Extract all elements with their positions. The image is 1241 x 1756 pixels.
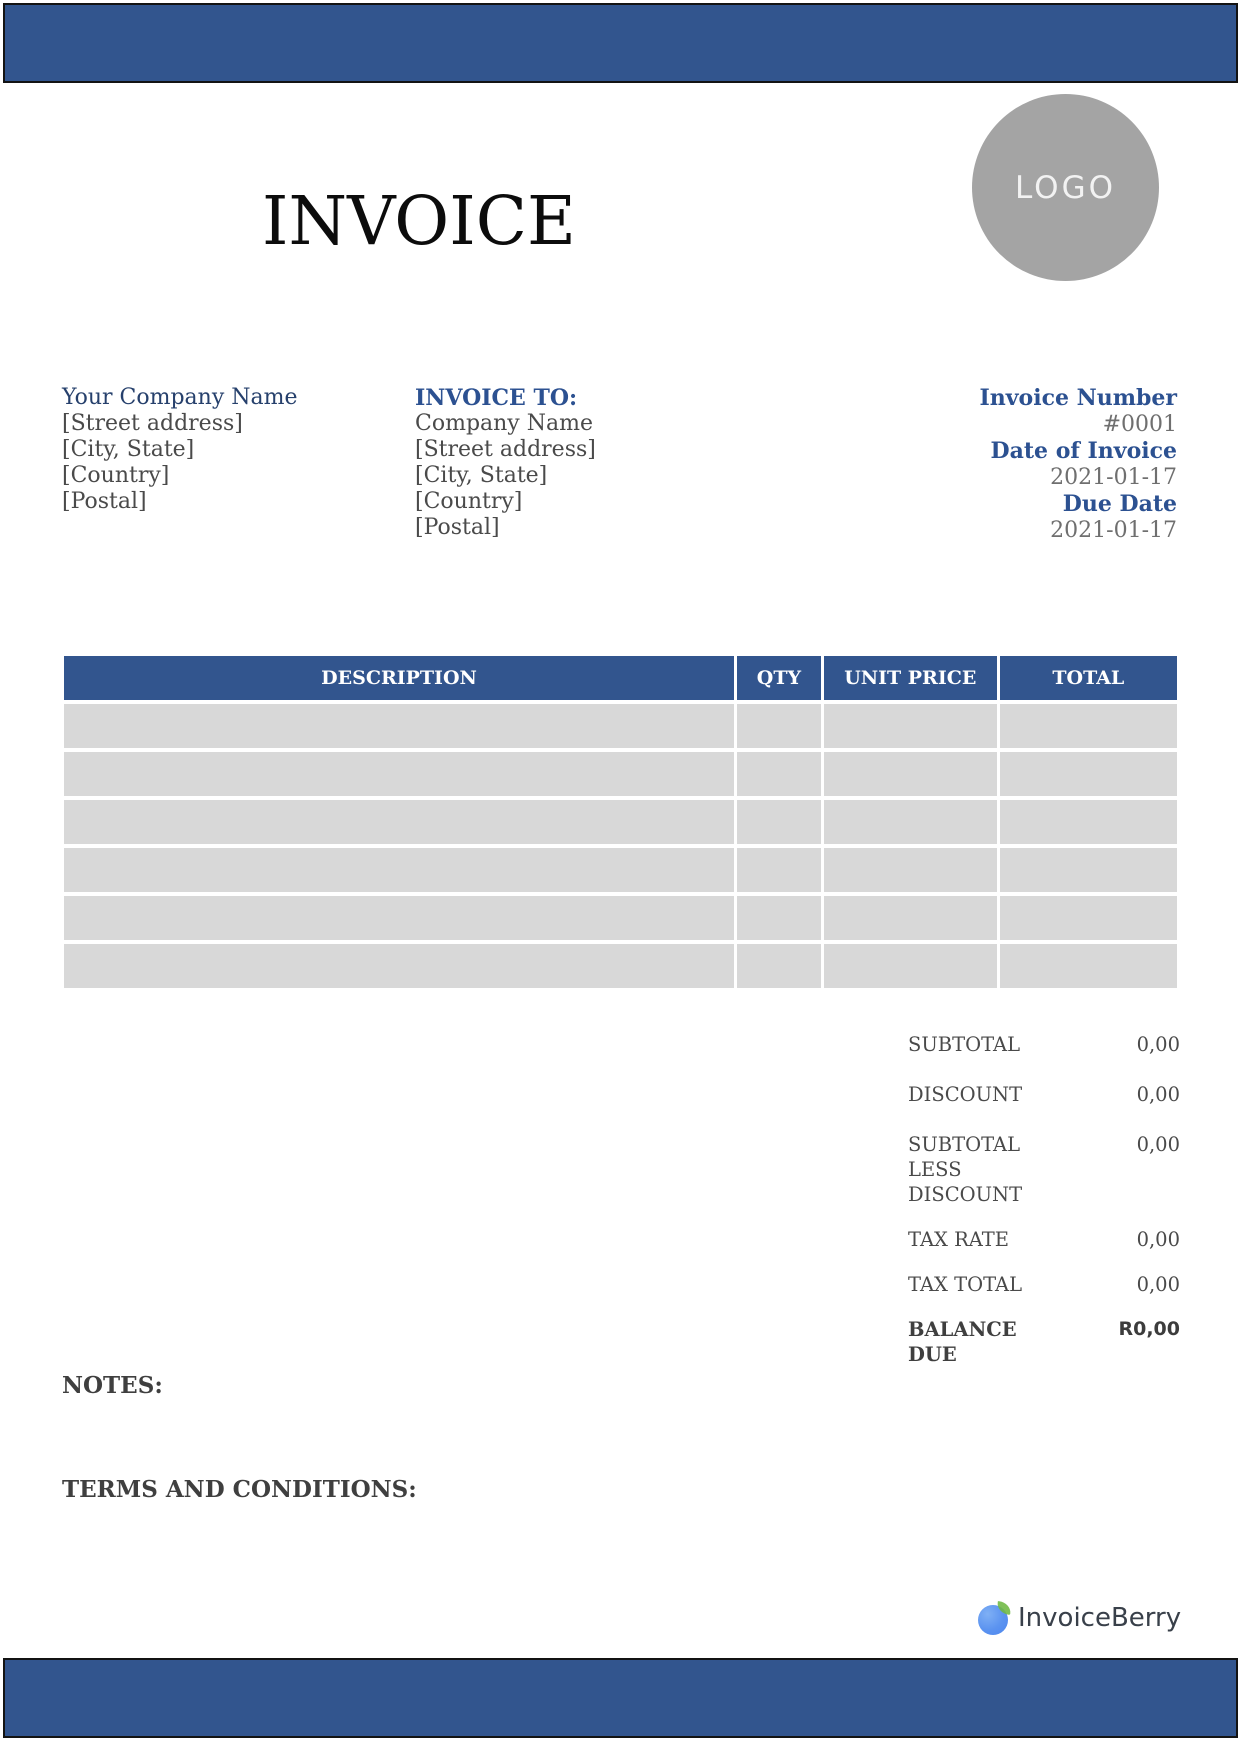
totals-row-subtotal — [908, 1032, 1180, 1057]
table-cell — [734, 848, 821, 892]
company-address-block — [62, 385, 298, 515]
client-address-line: [Street address] — [415, 437, 596, 462]
table-cell — [64, 800, 734, 844]
table-cell — [734, 944, 821, 988]
company-address-line: [Postal] — [62, 489, 147, 514]
table-cell — [997, 752, 1177, 796]
table-cell — [997, 944, 1177, 988]
table-cell — [64, 752, 734, 796]
company-address-line: [Country] — [62, 463, 170, 488]
totals-row-discount — [908, 1082, 1180, 1107]
subtotal-less-discount-value: 0,00 — [1136, 1133, 1180, 1156]
table-cell — [734, 752, 821, 796]
table-body — [64, 704, 1177, 988]
table-cell — [997, 704, 1177, 748]
column-header-total: TOTAL — [997, 656, 1177, 700]
table-row — [64, 704, 1177, 748]
notes-heading: NOTES: — [62, 1372, 163, 1399]
invoice-number-value: #0001 — [1102, 411, 1177, 437]
table-cell — [821, 944, 997, 988]
bottom-accent-bar — [3, 1658, 1238, 1738]
invoiceberry-brand — [978, 1602, 1181, 1633]
totals-row-tax-rate — [908, 1227, 1180, 1252]
invoiceberry-logo-icon — [978, 1602, 1009, 1633]
due-date-label: Due Date — [1062, 491, 1177, 517]
table-cell — [64, 704, 734, 748]
totals-row-tax-total — [908, 1272, 1180, 1297]
discount-label: DISCOUNT — [908, 1083, 1023, 1106]
company-address-line: [City, State] — [62, 437, 195, 462]
table-cell — [64, 848, 734, 892]
line-items-table — [64, 652, 1177, 992]
column-header-qty: QTY — [734, 656, 821, 700]
table-row — [64, 896, 1177, 940]
invoice-meta-block — [979, 385, 1177, 544]
table-cell — [64, 944, 734, 988]
table-cell — [821, 896, 997, 940]
client-company-name: Company Name — [415, 411, 593, 436]
column-header-description: DESCRIPTION — [64, 656, 734, 700]
table-cell — [734, 896, 821, 940]
totals-row-balance-due — [908, 1317, 1180, 1367]
column-header-unit-price: UNIT PRICE — [821, 656, 997, 700]
table-cell — [821, 848, 997, 892]
top-accent-bar — [3, 3, 1238, 83]
table-cell — [997, 848, 1177, 892]
table-cell — [64, 896, 734, 940]
table-cell — [821, 704, 997, 748]
totals-block — [908, 1032, 1180, 1392]
balance-due-label: BALANCE DUE — [908, 1318, 1017, 1366]
tax-total-value: 0,00 — [1136, 1273, 1180, 1296]
table-cell — [734, 704, 821, 748]
table-row — [64, 944, 1177, 988]
client-address-line: [City, State] — [415, 463, 548, 488]
invoice-to-label: INVOICE TO: — [415, 385, 578, 411]
invoice-date-label: Date of Invoice — [990, 438, 1177, 464]
subtotal-label: SUBTOTAL — [908, 1033, 1021, 1056]
invoice-number-label: Invoice Number — [979, 385, 1177, 411]
page-title: INVOICE — [262, 182, 576, 260]
table-cell — [997, 800, 1177, 844]
table-row — [64, 752, 1177, 796]
due-date-value: 2021-01-17 — [1050, 517, 1177, 543]
totals-row-subtotal-less-discount — [908, 1132, 1180, 1207]
invoice-to-block — [415, 385, 596, 541]
logo-placeholder-text: LOGO — [1015, 169, 1116, 206]
table-cell — [821, 800, 997, 844]
table-row — [64, 848, 1177, 892]
company-address-line: [Street address] — [62, 411, 243, 436]
table-cell — [997, 896, 1177, 940]
client-address-line: [Country] — [415, 489, 523, 514]
table-cell — [821, 752, 997, 796]
table-cell — [734, 800, 821, 844]
invoiceberry-brand-name: InvoiceBerry — [1018, 1602, 1182, 1633]
subtotal-less-discount-label: SUBTOTAL LESS DISCOUNT — [908, 1133, 1023, 1206]
tax-total-label: TAX TOTAL — [908, 1273, 1023, 1296]
table-row — [64, 800, 1177, 844]
table-header-row — [64, 656, 1177, 700]
company-name: Your Company Name — [62, 385, 298, 410]
terms-heading: TERMS AND CONDITIONS: — [62, 1476, 417, 1503]
tax-rate-label: TAX RATE — [908, 1228, 1010, 1251]
invoice-date-value: 2021-01-17 — [1050, 464, 1177, 490]
subtotal-value: 0,00 — [1136, 1033, 1180, 1056]
balance-due-value: R0,00 — [1118, 1318, 1180, 1340]
logo-placeholder — [972, 94, 1159, 281]
tax-rate-value: 0,00 — [1136, 1228, 1180, 1251]
discount-value: 0,00 — [1136, 1083, 1180, 1106]
client-address-line: [Postal] — [415, 515, 500, 540]
